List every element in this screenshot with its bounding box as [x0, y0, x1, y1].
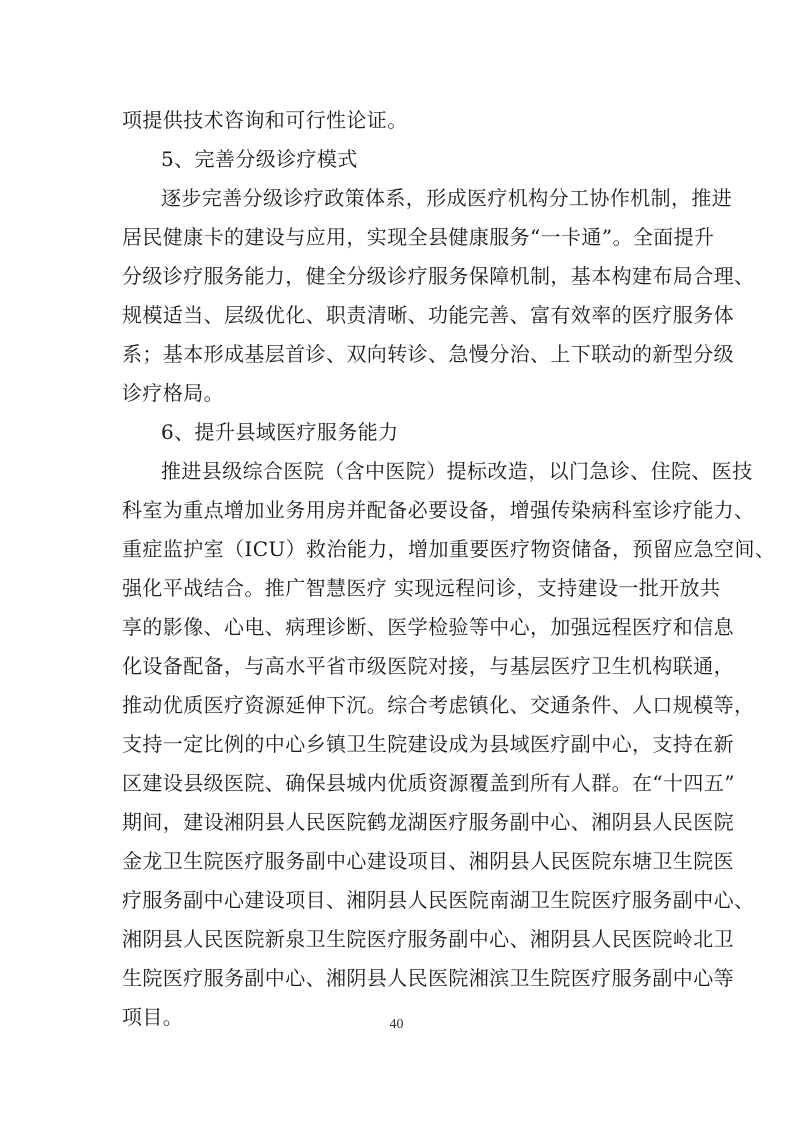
paragraph-line: 区建设县级医院、确保县城内优质资源覆盖到所有人群。在“十四五” — [122, 771, 735, 795]
paragraph-line: 享的影像、心电、病理诊断、医学检验等中心，加强远程医疗和信息 — [122, 615, 734, 639]
paragraph-line: 湘阴县人民医院新泉卫生院医疗服务副中心、湘阴县人民医院岭北卫 — [122, 927, 734, 951]
section-heading-5: 5、完善分级诊疗模式 — [161, 147, 358, 171]
paragraph-line: 支持一定比例的中心乡镇卫生院建设成为县域医疗副中心，支持在新 — [122, 732, 734, 756]
paragraph-line: 强化平战结合。推广智慧医疗 实现远程问诊，支持建设一批开放共 — [122, 576, 721, 600]
paragraph-line: 化设备配备，与高水平省市级医院对接，与基层医疗卫生机构联通， — [122, 654, 734, 678]
paragraph-line: 诊疗格局。 — [122, 381, 224, 405]
page-number: 40 — [389, 1017, 404, 1032]
paragraph-line: 分级诊疗服务能力，健全分级诊疗服务保障机制，基本构建布局合理、 — [122, 264, 755, 288]
paragraph-line: 居民健康卡的建设与应用，实现全县健康服务“一卡通”。全面提升 — [122, 225, 715, 249]
paragraph-line: 项目。 — [122, 1005, 184, 1029]
paragraph-line: 科室为重点增加业务用房并配备必要设备，增强传染病科室诊疗能力、 — [122, 498, 755, 522]
paragraph-line: 规模适当、层级优化、职责清晰、功能完善、富有效率的医疗服务体 — [122, 303, 734, 327]
paragraph-line: 期间，建设湘阴县人民医院鹤龙湖医疗服务副中心、湘阴县人民医院 — [122, 810, 734, 834]
paragraph-line: 逐步完善分级诊疗政策体系，形成医疗机构分工协作机制，推进 — [161, 186, 733, 210]
paragraph-line: 重症监护室（ICU）救治能力，增加重要医疗物资储备，预留应急空间、 — [122, 537, 776, 561]
section-heading-6: 6、提升县域医疗服务能力 — [161, 420, 399, 444]
paragraph-line: 金龙卫生院医疗服务副中心建设项目、湘阴县人民医院东塘卫生院医 — [122, 849, 734, 873]
paragraph-line: 生院医疗服务副中心、湘阴县人民医院湘滨卫生院医疗服务副中心等 — [122, 966, 734, 990]
paragraph-line: 推进县级综合医院（含中医院）提标改造，以门急诊、住院、医技 — [161, 459, 753, 483]
paragraph-line: 系；基本形成基层首诊、双向转诊、急慢分治、上下联动的新型分级 — [122, 342, 734, 366]
paragraph-line: 项提供技术咨询和可行性论证。 — [122, 108, 408, 132]
paragraph-line: 疗服务副中心建设项目、湘阴县人民医院南湖卫生院医疗服务副中心、 — [122, 888, 755, 912]
paragraph-line: 推动优质医疗资源延伸下沉。综合考虑镇化、交通条件、人口规模等， — [122, 693, 755, 717]
